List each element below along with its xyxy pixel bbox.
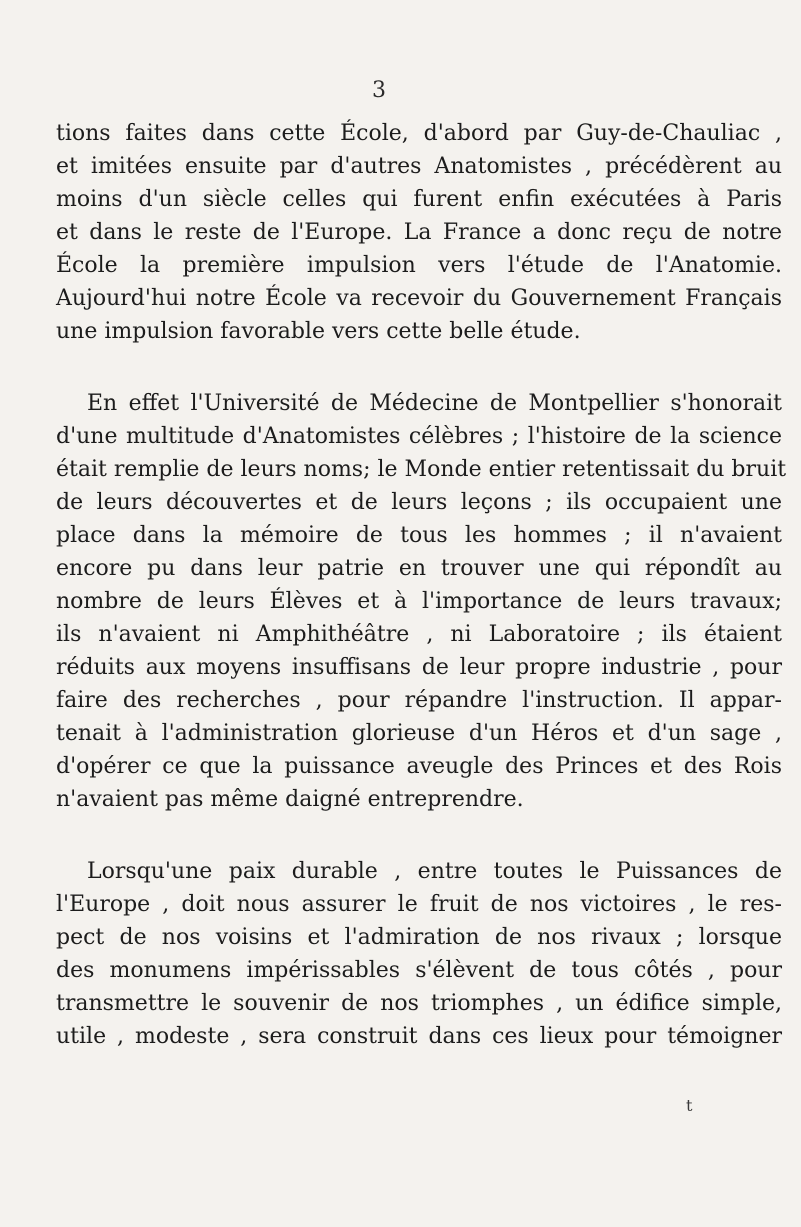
catchword: t (686, 1096, 693, 1115)
text-line: En effet l'Université de Médecine de Montpellier s'honorait (87, 391, 782, 416)
text-line: d'une multitude d'Anatomistes célèbres ; l'histoire de la science (56, 424, 782, 449)
text-line: place dans la mémoire de tous les hommes ; il n'avaient (56, 523, 782, 548)
text-line: moins d'un siècle celles qui furent enfin exécutées à Paris (56, 187, 782, 212)
text-line: ils n'avaient ni Amphithéâtre , ni Laboratoire ; ils étaient (56, 622, 782, 647)
text-line: réduits aux moyens insuffisans de leur propre industrie , pour (56, 655, 782, 680)
text-line: faire des recherches , pour répandre l'instruction. Il appar- (56, 688, 782, 713)
text-line: l'Europe , doit nous assurer le fruit de nos victoires , le res- (56, 892, 782, 917)
text-line: Aujourd'hui notre École va recevoir du Gouvernement Français (56, 286, 782, 311)
text-line: transmettre le souvenir de nos triomphes , un édifice simple, (56, 991, 782, 1016)
text-line: École la première impulsion vers l'étude de l'Anatomie. (56, 253, 782, 278)
text-line: tenait à l'administration glorieuse d'un Héros et d'un sage , (56, 721, 782, 746)
text-line: encore pu dans leur patrie en trouver une qui répondît au (56, 556, 782, 581)
text-line: et imitées ensuite par d'autres Anatomistes , précédèrent au (56, 154, 782, 179)
text-line: pect de nos voisins et l'admiration de nos rivaux ; lorsque (56, 925, 782, 950)
text-line: tions faites dans cette École, d'abord par Guy-de-Chauliac , (56, 121, 782, 146)
text-line: nombre de leurs Élèves et à l'importance de leurs travaux; (56, 589, 782, 614)
text-line: était remplie de leurs noms; le Monde entier retentissait du bruit (56, 457, 787, 482)
text-line: d'opérer ce que la puissance aveugle des Princes et des Rois (56, 754, 782, 779)
paragraph-2 (56, 387, 787, 816)
text-line: n'avaient pas même daigné entreprendre. (56, 787, 524, 812)
text-line: des monumens impérissables s'élèvent de tous côtés , pour (56, 958, 782, 983)
paragraph-3 (56, 855, 782, 1053)
text-line: Lorsqu'une paix durable , entre toutes le Puissances de (87, 859, 782, 884)
text-line: une impulsion favorable vers cette belle étude. (56, 319, 581, 344)
text-line: de leurs découvertes et de leurs leçons ; ils occupaient une (56, 490, 782, 515)
text-line: et dans le reste de l'Europe. La France a donc reçu de notre (56, 220, 782, 245)
paragraph-1 (56, 117, 782, 348)
page-number: 3 (372, 78, 386, 103)
text-line: utile , modeste , sera construit dans ces lieux pour témoigner (56, 1024, 782, 1049)
